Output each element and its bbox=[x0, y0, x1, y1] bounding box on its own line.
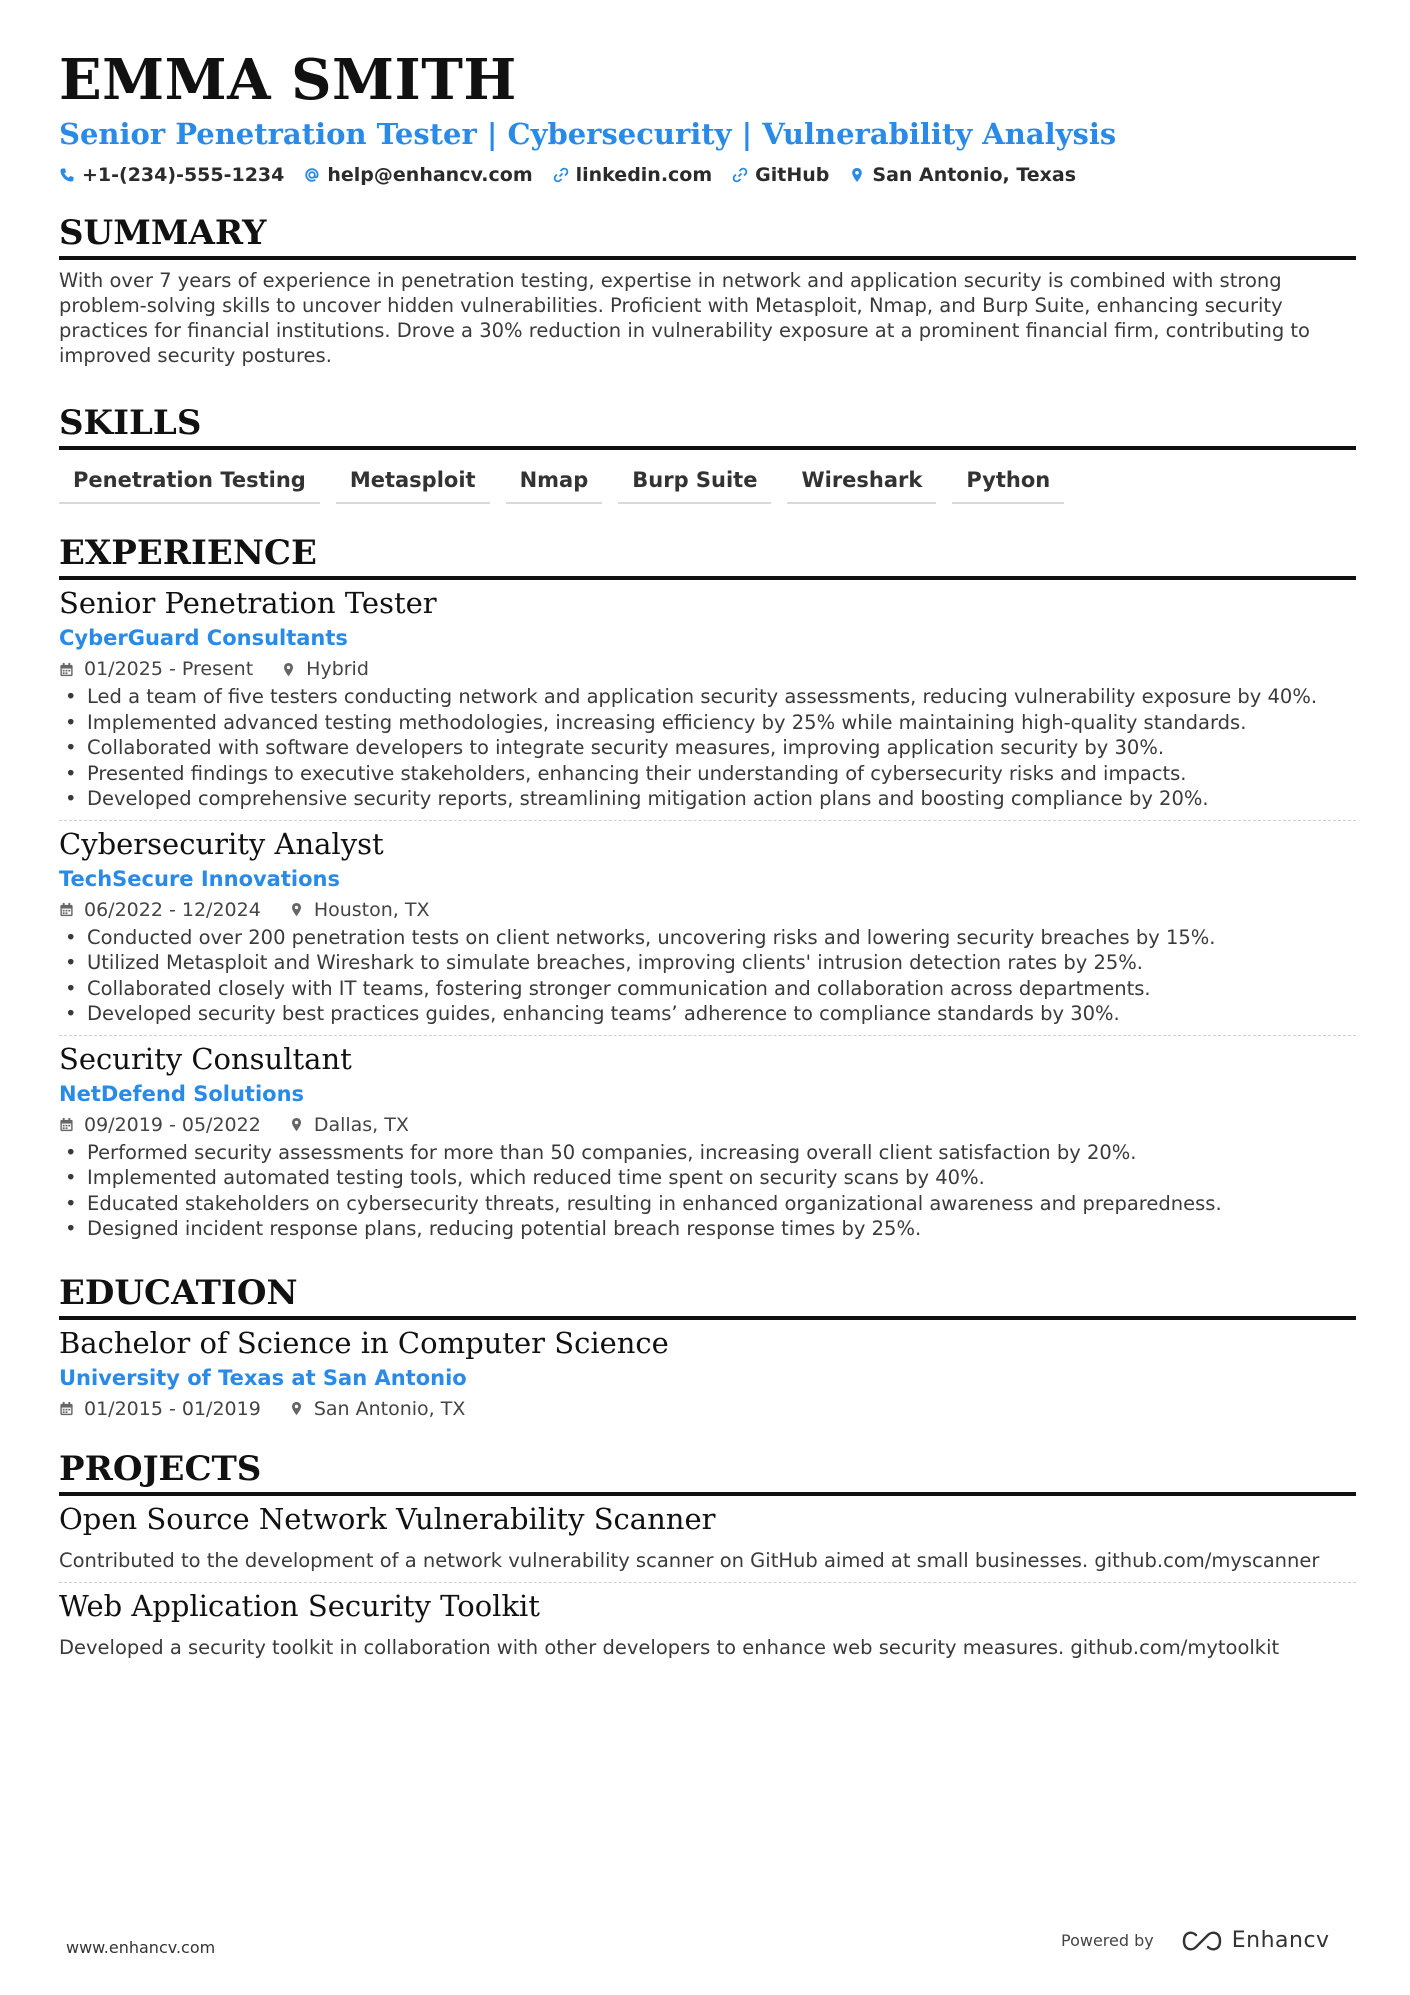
contact-linkedin[interactable] bbox=[553, 164, 713, 186]
job-bullets bbox=[59, 925, 1356, 1027]
list-item: • Developed security best practices guides, enhancing teams’ adherence to compliance standards by 30%. bbox=[59, 1001, 1356, 1027]
job-title: Senior Penetration Tester bbox=[59, 586, 437, 620]
list-item: • Collaborated closely with IT teams, fostering stronger communication and collaboration across departments. bbox=[59, 976, 1356, 1002]
list-item: • Designed incident response plans, reducing potential breach response times by 25%. bbox=[59, 1216, 1356, 1242]
headline: Senior Penetration Tester | Cybersecurity | Vulnerability Analysis bbox=[59, 117, 1117, 151]
education-location-text: San Antonio, TX bbox=[313, 1397, 466, 1420]
footer-website[interactable]: www.enhancv.com bbox=[66, 1938, 216, 1957]
school-name: University of Texas at San Antonio bbox=[59, 1365, 467, 1390]
calendar-icon bbox=[59, 662, 74, 677]
skills-section bbox=[59, 402, 1356, 504]
job-dates-text: 09/2019 - 05/2022 bbox=[84, 1113, 261, 1136]
location-pin-icon bbox=[289, 1401, 304, 1416]
calendar-icon bbox=[59, 1117, 74, 1132]
calendar-icon bbox=[59, 1401, 74, 1416]
education-meta bbox=[59, 1396, 1356, 1422]
company-name: NetDefend Solutions bbox=[59, 1081, 305, 1106]
job-dates bbox=[59, 897, 261, 923]
summary-title: SUMMARY bbox=[59, 212, 1356, 260]
job-location-text: Houston, TX bbox=[313, 898, 430, 921]
job-meta bbox=[59, 656, 1356, 682]
candidate-name: EMMA SMITH bbox=[59, 47, 517, 113]
link-icon bbox=[732, 167, 748, 183]
education-dates bbox=[59, 1396, 261, 1422]
location-pin-icon bbox=[849, 167, 865, 183]
contact-github-text: GitHub bbox=[755, 164, 830, 186]
job-bullets bbox=[59, 684, 1356, 812]
experience-section bbox=[59, 532, 1356, 1242]
list-item: • Led a team of five testers conducting network and application security assessments, reducing vulnerability exposure by 40%. bbox=[59, 684, 1356, 710]
phone-icon bbox=[59, 167, 75, 183]
company-name: TechSecure Innovations bbox=[59, 866, 340, 891]
summary-text: With over 7 years of experience in penetration testing, expertise in network and application security is combined with strong problem-solving skills to uncover hidden vulnerabilities. Proficient with Metasploit, Nmap, and Burp Suite, enhancing security practices for financial institutions. Drove a 30% reduction in vulnerability exposure at a prominent financial firm, contributing to improved security postures. bbox=[59, 269, 1310, 367]
contact-github[interactable] bbox=[732, 164, 829, 186]
job-title: Cybersecurity Analyst bbox=[59, 826, 384, 861]
project-entry bbox=[59, 1587, 1356, 1661]
summary-section bbox=[59, 212, 1356, 368]
entry-divider bbox=[59, 1582, 1356, 1583]
entry-divider bbox=[59, 820, 1356, 821]
location-pin-icon bbox=[289, 902, 304, 917]
list-item: • Developed comprehensive security reports, streamlining mitigation action plans and boosting compliance by 20%. bbox=[59, 786, 1356, 812]
contact-email[interactable] bbox=[304, 164, 532, 186]
enhancv-logo-icon bbox=[1180, 1929, 1224, 1953]
project-description: Contributed to the development of a network vulnerability scanner on GitHub aimed at small businesses. github.com/myscanner bbox=[59, 1548, 1320, 1572]
skill-tag: Nmap bbox=[506, 460, 603, 504]
calendar-icon bbox=[59, 902, 74, 917]
job-dates bbox=[59, 1112, 261, 1138]
skills-list bbox=[59, 460, 1356, 504]
skill-tag: Wireshark bbox=[787, 460, 936, 504]
job-meta bbox=[59, 1112, 1356, 1138]
resume-page bbox=[59, 48, 1356, 1661]
list-item: • Utilized Metasploit and Wireshark to simulate breaches, improving clients' intrusion detection rates by 25%. bbox=[59, 950, 1356, 976]
skills-title: SKILLS bbox=[59, 402, 1356, 450]
experience-title: EXPERIENCE bbox=[59, 532, 1356, 580]
projects-title: PROJECTS bbox=[59, 1448, 1356, 1496]
contact-email-text: help@enhancv.com bbox=[327, 164, 533, 186]
location-pin-icon bbox=[281, 662, 296, 677]
link-icon bbox=[553, 167, 569, 183]
contact-linkedin-text: linkedin.com bbox=[575, 164, 713, 186]
degree-title: Bachelor of Science in Computer Science bbox=[59, 1325, 669, 1360]
experience-entry bbox=[59, 825, 1356, 1036]
skill-tag: Burp Suite bbox=[618, 460, 771, 504]
list-item: • Conducted over 200 penetration tests on client networks, uncovering risks and lowering security breaches by 15%. bbox=[59, 925, 1356, 951]
skill-tag: Python bbox=[952, 460, 1064, 504]
list-item: • Implemented advanced testing methodologies, increasing efficiency by 25% while maintaining high-quality standards. bbox=[59, 710, 1356, 736]
job-dates-text: 06/2022 - 12/2024 bbox=[84, 898, 261, 921]
project-name: Open Source Network Vulnerability Scanner bbox=[59, 1501, 716, 1536]
list-item: • Collaborated with software developers to integrate security measures, improving application security by 30%. bbox=[59, 735, 1356, 761]
contact-location-text: San Antonio, Texas bbox=[872, 164, 1077, 186]
experience-entry bbox=[59, 1040, 1356, 1242]
skill-tag: Penetration Testing bbox=[59, 460, 320, 504]
projects-section bbox=[59, 1448, 1356, 1661]
job-location bbox=[281, 656, 369, 682]
job-bullets bbox=[59, 1140, 1356, 1242]
skill-tag: Metasploit bbox=[336, 460, 490, 504]
project-description: Developed a security toolkit in collaboration with other developers to enhance web security measures. github.com/mytoolkit bbox=[59, 1635, 1280, 1659]
experience-entry bbox=[59, 584, 1356, 821]
project-name: Web Application Security Toolkit bbox=[59, 1588, 540, 1623]
job-location-text: Dallas, TX bbox=[313, 1113, 409, 1136]
job-dates bbox=[59, 656, 253, 682]
education-title: EDUCATION bbox=[59, 1272, 1356, 1320]
location-pin-icon bbox=[289, 1117, 304, 1132]
entry-divider bbox=[59, 1035, 1356, 1036]
list-item: • Educated stakeholders on cybersecurity threats, resulting in enhanced organizational awareness and preparedness. bbox=[59, 1191, 1356, 1217]
education-location bbox=[289, 1396, 466, 1422]
job-meta bbox=[59, 897, 1356, 923]
contact-bar bbox=[59, 164, 1356, 186]
brand-name: Enhancv bbox=[1231, 1928, 1330, 1953]
at-icon bbox=[304, 167, 320, 183]
job-dates-text: 01/2025 - Present bbox=[84, 658, 254, 680]
footer-branding[interactable] bbox=[1061, 1928, 1330, 1953]
job-title: Security Consultant bbox=[59, 1041, 352, 1076]
powered-by-label: Powered by bbox=[1061, 1931, 1154, 1950]
list-item: • Implemented automated testing tools, which reduced time spent on security scans by 40%. bbox=[59, 1165, 1356, 1191]
contact-phone[interactable] bbox=[59, 164, 284, 186]
contact-location bbox=[849, 164, 1076, 186]
job-location bbox=[289, 897, 430, 923]
list-item: • Presented findings to executive stakeholders, enhancing their understanding of cybersecurity risks and impacts. bbox=[59, 761, 1356, 787]
project-entry bbox=[59, 1500, 1356, 1583]
job-location bbox=[289, 1112, 409, 1138]
job-location-text: Hybrid bbox=[306, 658, 369, 680]
company-name: CyberGuard Consultants bbox=[59, 626, 348, 650]
list-item: • Performed security assessments for more than 50 companies, increasing overall client satisfaction by 20%. bbox=[59, 1140, 1356, 1166]
education-dates-text: 01/2015 - 01/2019 bbox=[84, 1397, 261, 1420]
education-section bbox=[59, 1272, 1356, 1422]
contact-phone-text: +1-(234)-555-1234 bbox=[82, 164, 285, 186]
